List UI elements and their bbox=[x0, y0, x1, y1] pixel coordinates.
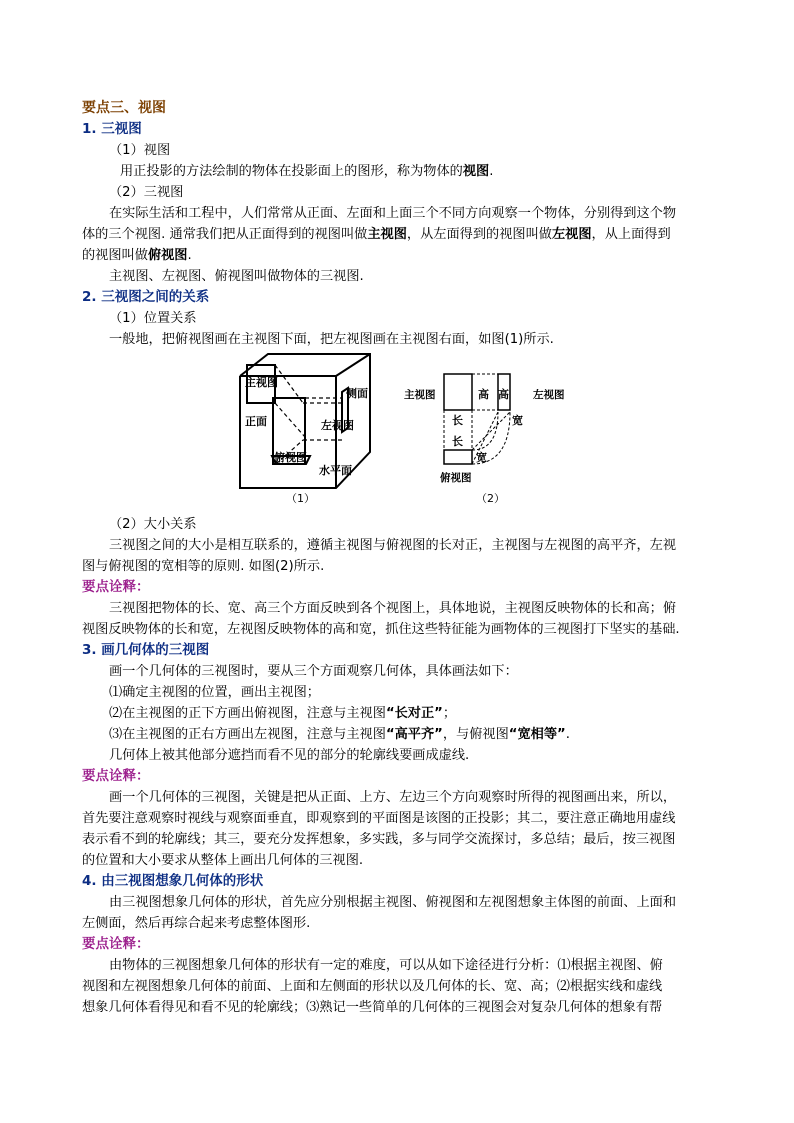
label-side-face: 侧面 bbox=[346, 387, 368, 400]
paragraph-three-views-summary: 主视图、左视图、俯视图叫做物体的三视图. bbox=[109, 269, 364, 284]
paragraph-imagine-line1: 由三视图想象几何体的形状，首先应分别根据主视图、俯视图和左视图想象主体图的前面、上面和 bbox=[109, 895, 677, 910]
label-top-view: 俯视图 bbox=[274, 451, 307, 464]
item-position: （1）位置关系 bbox=[109, 311, 197, 326]
fig2-label-length-1: 长 bbox=[452, 414, 463, 427]
paragraph-size-line1: 三视图之间的大小是相互联系的，遵循主视图与俯视图的长对正，主视图与左视图的高平齐，左视 bbox=[109, 538, 677, 553]
note-title-1: 要点诠释： bbox=[82, 579, 150, 595]
note1-line1: 三视图把物体的长、宽、高三个方面反映到各个视图上，具体地说，主视图反映物体的长和高；俯 bbox=[109, 601, 677, 616]
paragraph-imagine-line2: 左侧面，然后再综合起来考虑整体图形. bbox=[82, 916, 311, 931]
fig2-label-left-view: 左视图 bbox=[533, 389, 565, 401]
note-title-3: 要点诠释： bbox=[82, 936, 150, 952]
label-front-face: 正面 bbox=[245, 415, 267, 428]
note2-line1: 画一个几何体的三视图，关键是把从正面、上方、左边三个方向观察时所得的视图画出来，所以， bbox=[109, 790, 677, 805]
paragraph-three-views-line2: 体的三个视图. 通常我们把从正面得到的视图叫做主视图，从左面得到的视图叫做左视图，从上面得到 bbox=[82, 227, 671, 242]
fig2-label-height-1: 高 bbox=[478, 388, 489, 401]
fig2-label-length-2: 长 bbox=[452, 435, 463, 448]
fig2-label-height-2: 高 bbox=[498, 388, 509, 401]
fig2-label-top-view: 俯视图 bbox=[440, 472, 472, 484]
fig2-label-width-1: 宽 bbox=[512, 414, 523, 427]
paragraph-three-views-line1: 在实际生活和工程中，人们常常从正面、左面和上面三个不同方向观察一个物体，分别得到这个物 bbox=[109, 206, 677, 221]
note3-line3: 想象几何体看得见和看不见的轮廓线；⑶熟记一些简单的几何体的三视图会对复杂几何体的想象有帮 bbox=[82, 1000, 663, 1015]
figure-three-view-relations bbox=[400, 372, 580, 507]
note3-line2: 视图和左视图想象几何体的前面、上面和左侧面的形状以及几何体的长、宽、高；⑵根据实线和虚线 bbox=[82, 979, 663, 994]
figure2-caption: （2） bbox=[476, 492, 505, 505]
figure-projection-box bbox=[236, 352, 376, 512]
step-1: ⑴确定主视图的位置，画出主视图； bbox=[109, 685, 320, 700]
heading-relations: 2. 三视图之间的关系 bbox=[82, 289, 210, 305]
note2-line3: 表示看不到的轮廓线；其三，要充分发挥想象，多实践，多与同学交流探讨，多总结；最后，按三视图 bbox=[82, 832, 676, 847]
note2-line2: 首先要注意观察时视线与观察面垂直，即观察到的平面图是该图的正投影；其二，要注意正确地用虚线 bbox=[82, 811, 676, 826]
section-title: 要点三、视图 bbox=[82, 100, 166, 116]
label-left-view: 左视图 bbox=[321, 419, 354, 432]
note-title-2: 要点诠释： bbox=[82, 768, 150, 784]
item-size: （2）大小关系 bbox=[109, 517, 197, 532]
note2-line4: 的位置和大小要求从整体上画出几何体的三视图. bbox=[82, 853, 364, 868]
paragraph-size-line2: 图与俯视图的宽相等的原则. 如图(2)所示. bbox=[82, 559, 325, 574]
step-3: ⑶在主视图的正右方画出左视图，注意与主视图“高平齐”，与俯视图“宽相等”. bbox=[109, 727, 570, 742]
note1-line2: 视图反映物体的长和宽，左视图反映物体的高和宽，抓住这些特征能为画物体的三视图打下坚实的基础. bbox=[82, 622, 680, 637]
note3-line1: 由物体的三视图想象几何体的形状有一定的难度，可以从如下途径进行分析：⑴根据主视图、俯 bbox=[109, 958, 663, 973]
label-main-view: 主视图 bbox=[245, 376, 278, 389]
paragraph-view-definition: 用正投影的方法绘制的物体在投影面上的图形，称为物体的视图. bbox=[120, 164, 494, 179]
paragraph-hidden-lines: 几何体上被其他部分遮挡而看不见的部分的轮廓线要画成虚线. bbox=[109, 748, 470, 763]
heading-imagine-shape: 4. 由三视图想象几何体的形状 bbox=[82, 873, 264, 889]
heading-three-views: 1. 三视图 bbox=[82, 121, 142, 137]
step-2: ⑵在主视图的正下方画出俯视图，注意与主视图“长对正”； bbox=[109, 706, 457, 721]
label-horizontal-plane: 水平面 bbox=[319, 464, 352, 477]
paragraph-position: 一般地，把俯视图画在主视图下面，把左视图画在主视图右面，如图(1)所示. bbox=[109, 332, 554, 347]
paragraph-draw-intro: 画一个几何体的三视图时，要从三个方面观察几何体，具体画法如下： bbox=[109, 664, 518, 679]
fig2-label-width-2: 宽 bbox=[476, 451, 487, 464]
heading-draw-three-views: 3. 画几何体的三视图 bbox=[82, 642, 210, 658]
paragraph-three-views-line3: 的视图叫做俯视图. bbox=[82, 248, 192, 263]
item-three-views: （2）三视图 bbox=[109, 185, 184, 200]
item-view: （1）视图 bbox=[109, 143, 171, 158]
figure1-caption: （1） bbox=[286, 492, 315, 505]
fig2-label-main-view: 主视图 bbox=[404, 389, 436, 401]
